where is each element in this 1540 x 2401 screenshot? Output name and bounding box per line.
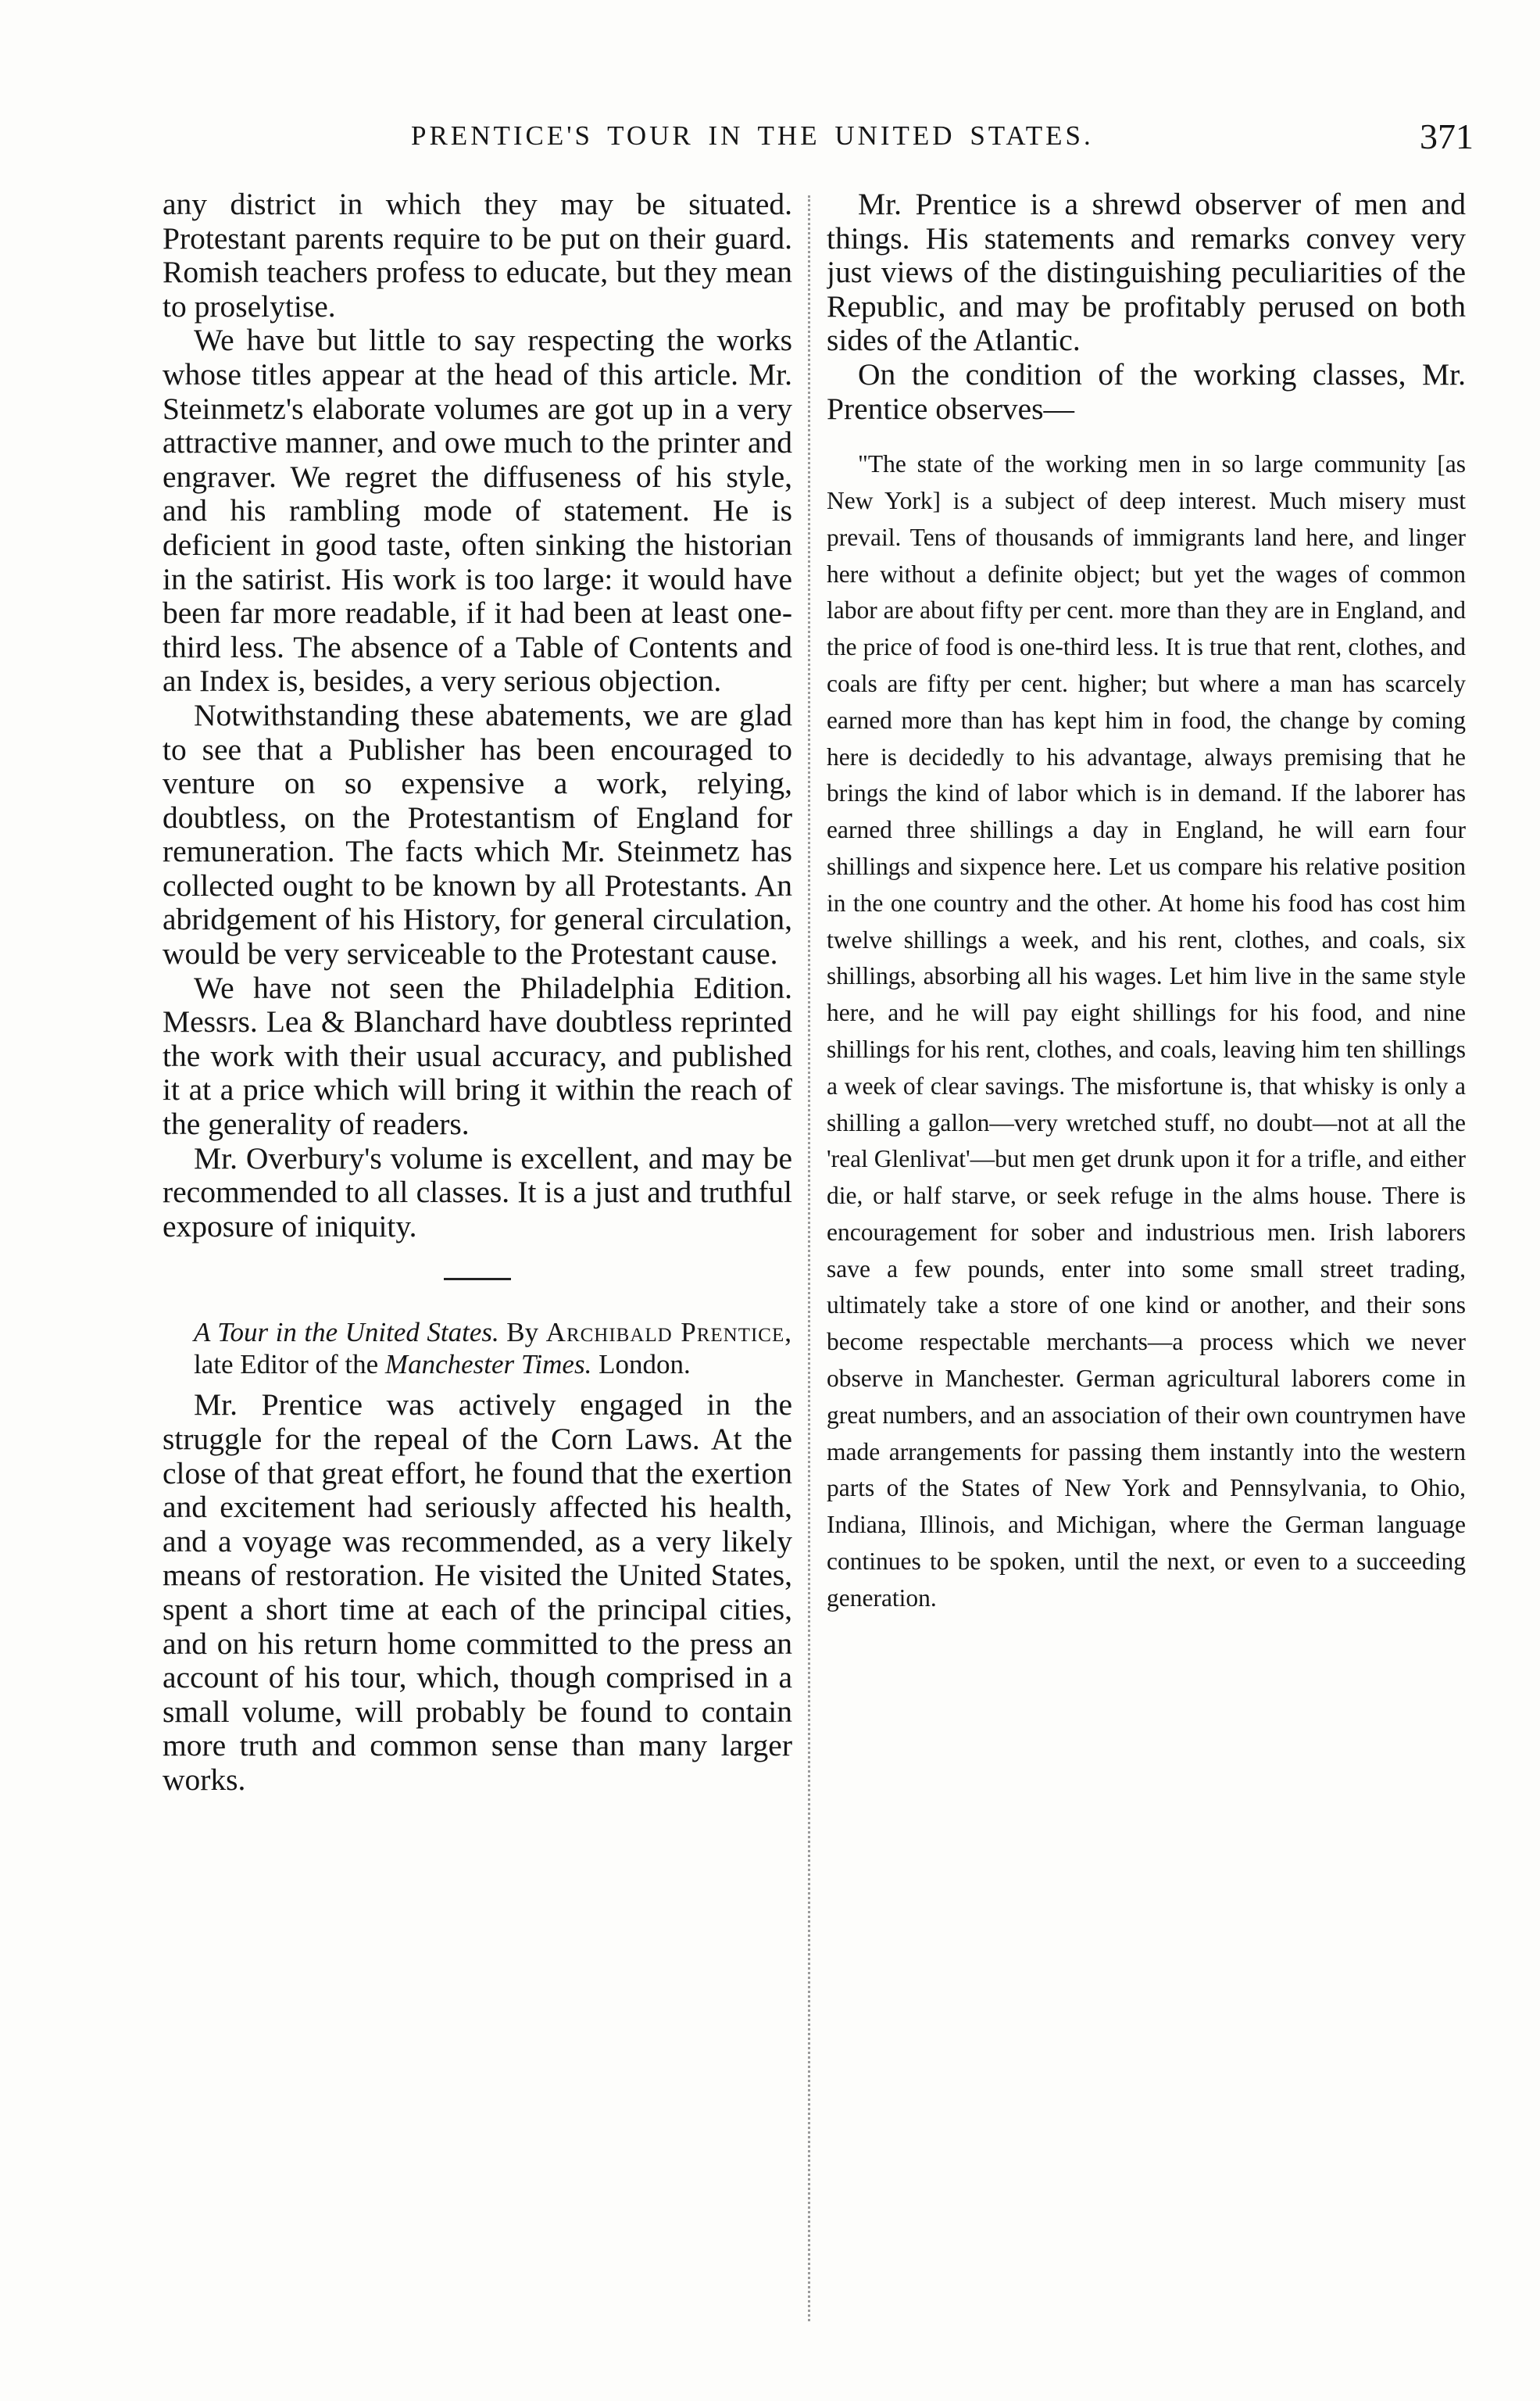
column-divider [808, 195, 810, 2321]
review-author-role: late Editor of the [194, 1349, 379, 1380]
left-paragraph-1: any district in which they may be situated. Protestant parents require to be put on their guard. Romish teachers profess to educate, but they mean to proselytise. [163, 188, 792, 324]
left-paragraph-3: Notwithstanding these abatements, we are glad to see that a Publisher has been encouraged to venture on so expensive a work, relying, doubtless, on the Protestantism of England for remuneration. The facts which Mr. Steinmetz has collected ought to be known by all Protestants. An abridgement of his History, for general circulation, would be very serviceable to the Protestant cause. [163, 697, 792, 971]
left-paragraph-6: Mr. Prentice was actively engaged in the struggle for the repeal of the Corn Laws. At the close of that great effort, he found that the exertion and excitement had seriously affected his health, and a voyage was recommended, as a very likely means of restoration. He visited the United States, spent a short time at each of the principal cities, and on his return home committed to the press an account of his tour, which, though comprised in a small volume, will probably be found to contain more truth and common sense than many larger works. [163, 1387, 792, 1797]
section-separator [444, 1278, 511, 1280]
left-paragraph-2: We have but little to say respecting the works whose titles appear at the head of this article. Mr. Steinmetz's elaborate volumes are got up in a very attractive manner, and owe much to the printer and engraver. We regret the diffuseness of his style, and his rambling mode of statement. He is deficient in good taste, often sinking the historian in the satirist. His work is too large: it would have been far more readable, if it had been at least one-third less. The absence of a Table of Contents and an Index is, besides, a very serious objection. [163, 323, 792, 699]
review-by: By [506, 1317, 539, 1348]
review-publication: Manchester Times. [384, 1349, 592, 1380]
page-number: 371 [1420, 116, 1474, 156]
review-place: London. [598, 1349, 691, 1380]
left-paragraph-4: We have not seen the Philadelphia Edition. Messrs. Lea & Blanchard have doubtless reprinted the work with their usual accuracy, and published it at a price which will bring it within the reach of the generality of readers. [163, 970, 792, 1142]
page-header [161, 116, 1474, 170]
right-column [827, 188, 1466, 2345]
left-column [163, 188, 792, 2345]
left-paragraph-5: Mr. Overbury's volume is excellent, and may be recommended to all classes. It is a just and truthful exposure of iniquity. [163, 1140, 792, 1243]
right-paragraph-2: On the condition of the working classes, Mr. Prentice observes— [827, 356, 1466, 426]
right-paragraph-1: Mr. Prentice is a shrewd observer of men and things. His statements and remarks convey very just views of the distinguishing peculiarities of the Republic, and may be profitably perused on both sides of the Atlantic. [827, 188, 1466, 358]
running-title: PRENTICE'S TOUR IN THE UNITED STATES. [411, 120, 1094, 151]
quotation-block: "The state of the working men in so large community [as New York] is a subject of deep interest. Much misery must prevail. Tens of thousands of immigrants land here, and linger here without a definite object; but yet the wages of common labor are about fifty per cent. more than they are in England, and the price of food is one-third less. It is true that rent, clothes, and coals are fifty per cent. higher; but where a man has scarcely earned more than has kept him in food, the change by coming here is decidedly to his advantage, always premising that he brings the kind of labor which is in demand. If the laborer has earned three shillings a day in England, he will earn four shillings and sixpence here. Let us compare his relative position in the one country and the other. At home his food has cost him twelve shillings a week, and his rent, clothes, and coals, six shillings, absorbing all his wages. Let him live in the same style here, and he will pay eight shillings for his food, and nine shillings for his rent, clothes, and coals, leaving him ten shillings a week of clear savings. The misfortune is, that whisky is only a shilling a gallon—very wretched stuff, no doubt—not at all the 'real Glenlivat'—but men get drunk upon it for a trifle, and either die, or half starve, or seek refuge in the alms house. There is encouragement for sober and industrious men. Irish laborers save a few pounds, enter into some small street trading, ultimately take a store of one kind or another, and their sons become respectable merchants—a process which we never observe in Manchester. German agricultural laborers come in great numbers, and an association of their own countrymen have made arrangements for passing them instantly into the western parts of the States of New York and Pennsylvania, to Ohio, Indiana, Illinois, and Michigan, where the German language continues to be spoken, until the next, or even to a succeeding generation. [827, 450, 1466, 1612]
review-heading [163, 1316, 792, 1380]
review-author: Archibald Prentice, [545, 1317, 792, 1348]
review-book-title: A Tour in the United States. [194, 1317, 499, 1348]
